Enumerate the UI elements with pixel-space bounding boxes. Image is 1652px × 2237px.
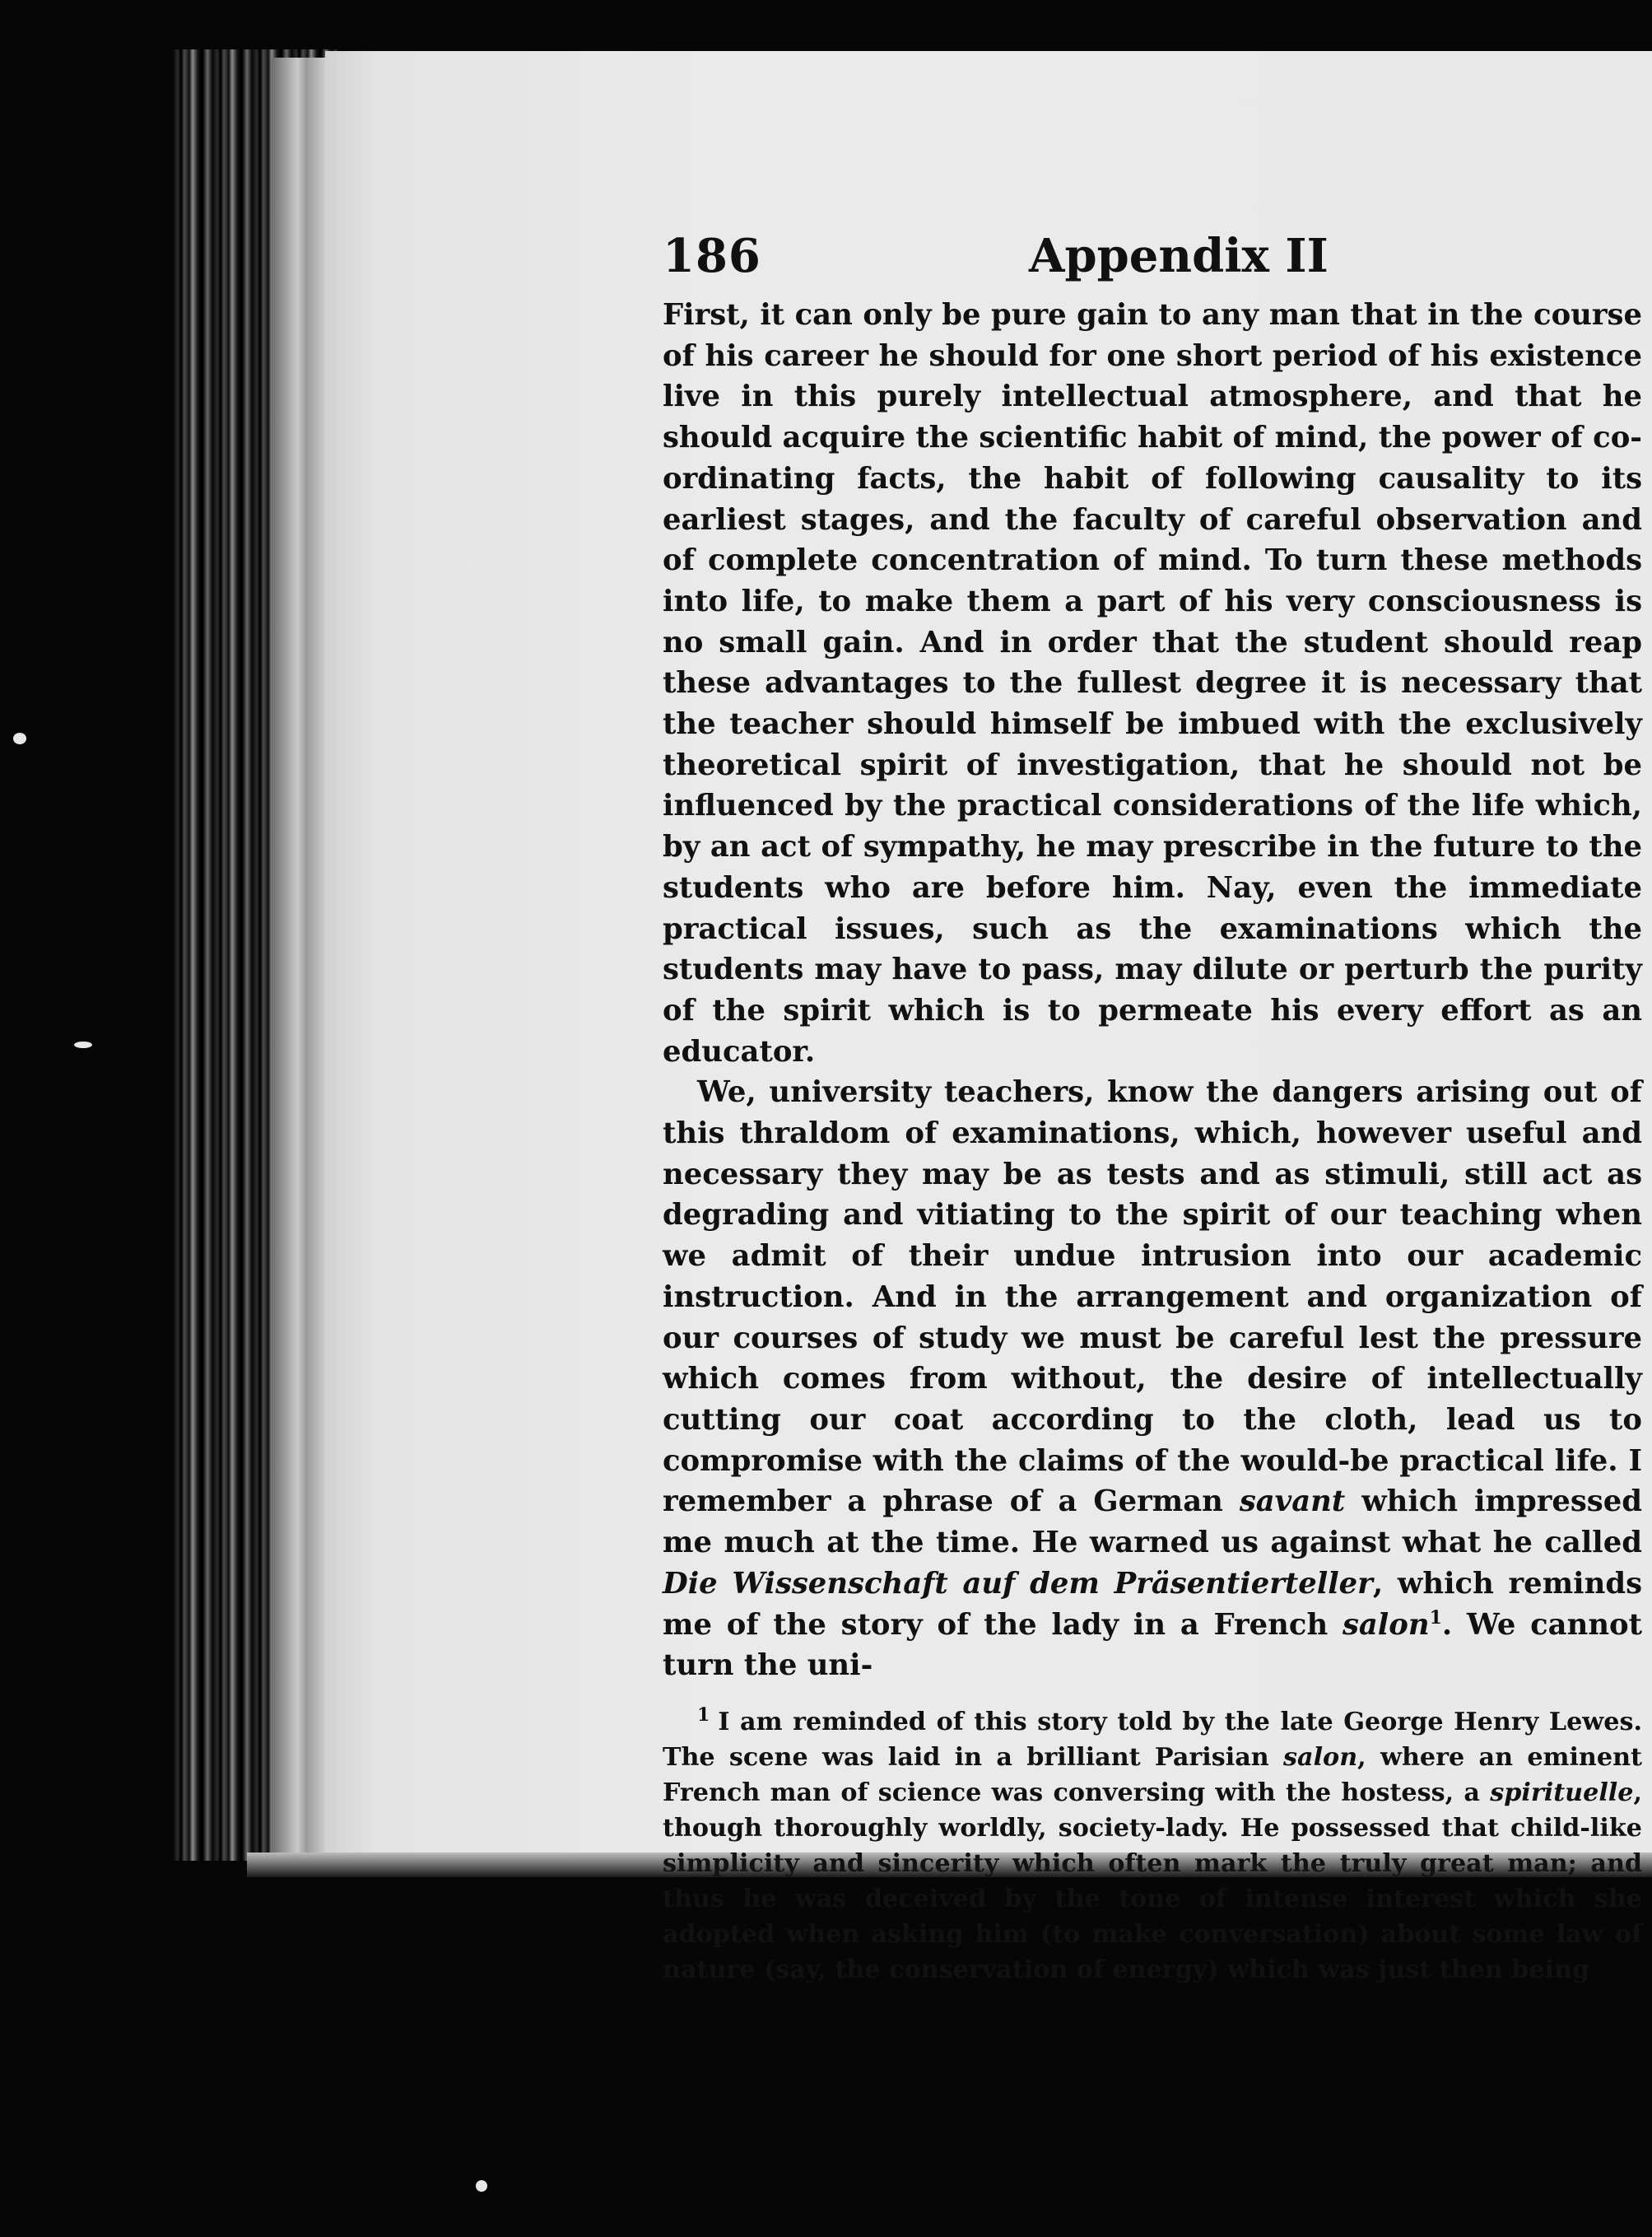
speck	[13, 733, 26, 744]
footnote-reference: 1	[1429, 1606, 1442, 1629]
italic-text: salon	[1342, 1607, 1430, 1642]
text-run: which impressed me much at the time. He warned us against what he called	[663, 1484, 1642, 1560]
footnote	[663, 1704, 1642, 1988]
page-number: 186	[663, 229, 761, 283]
text-run: . We cannot turn the uni-	[663, 1607, 1643, 1683]
italic-text: savant	[1239, 1484, 1346, 1519]
paragraph	[663, 1072, 1642, 1686]
page-edge	[272, 58, 329, 1853]
italic-text: spirituelle	[1490, 1778, 1634, 1807]
speck	[466, 561, 470, 565]
text-run: , though thoroughly worldly, society-lady. He possessed that child-like simplicity and sincerity which often mark the truly great man; and thus he was deceived by the tone of intense interest which she adopted when asking him (to make conversation) about some law of nature (say, the conservation of energy) which was just then being	[663, 1778, 1642, 1984]
running-head	[663, 229, 1642, 295]
text-run: , which reminds me of the story of the lady in a French	[663, 1566, 1642, 1642]
italic-text: salon	[1283, 1742, 1358, 1772]
body-text	[663, 295, 1642, 1686]
italic-text: Die Wissenschaft auf dem Präsentierteller	[663, 1566, 1373, 1601]
text-run: We, university teachers, know the dangers arising out of this thraldom of examinations, which, however useful and necessary they may be as tests and as stimuli, still act as degrading and vitiating to the spirit of our teaching when we admit of their undue intrusion into our academic instruction. And in the arrangement and organization of our courses of study we must be careful lest the pressure which comes from without, the desire of intellectually cutting our coat according to the cloth, lead us to compromise with the claims of the would-be practical life. I remember a phrase of a German	[663, 1075, 1642, 1519]
text-run: , where an eminent French man of science was conversing with the hostess, a	[663, 1742, 1642, 1807]
page-heading: Appendix II	[1029, 229, 1329, 283]
speck	[74, 1042, 92, 1048]
speck	[476, 2180, 487, 2192]
paragraph: First, it can only be pure gain to any man that in the course of his career he should for one short period of his existence live in this purely intellectual atmosphere, and that he should acquire the scientific habit of mind, the power of co-ordinating facts, the habit of following causality to its earliest stages, and the faculty of careful observation and of complete concentration of mind. To turn these methods into life, to make them a part of his very consciousness is no small gain. And in order that the student should reap these advantages to the fullest degree it is necessary that the teacher should himself be imbued with the exclusively theoretical spirit of investigation, that he should not be influenced by the practical considerations of the life which, by an act of sympathy, he may prescribe in the future to the students who are before him. Nay, even the immediate practical issues, such as the examinations which the students may have to pass, may dilute or perturb the purity of the spirit which is to permeate his every effort as an educator.	[663, 298, 1642, 1069]
footnote-mark: 1	[697, 1703, 710, 1726]
text-block	[663, 229, 1642, 1988]
text-run: I am reminded of this story told by the late George Henry Lewes. The scene was laid in a brilliant Parisian	[663, 1707, 1642, 1772]
